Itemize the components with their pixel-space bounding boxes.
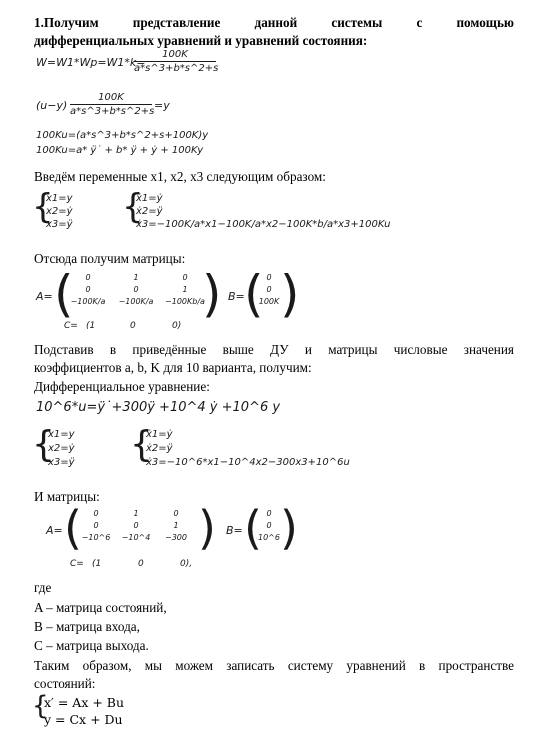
system1-right-brace: { xyxy=(122,187,144,227)
matA2-right-paren: ) xyxy=(198,501,216,555)
matC2-label: C= xyxy=(70,559,84,569)
sys1-right-line-2: ẋ2=ÿ xyxy=(136,206,163,217)
subst-line-2: коэффициентов a, b, K для 10 варианта, получим: xyxy=(34,360,312,375)
eq1-numerator: 100K xyxy=(162,49,188,60)
system1-right xyxy=(136,192,391,231)
eq2-denominator: a*s^3+b*s^2+s xyxy=(70,106,155,117)
matA1-r1c1: 0 xyxy=(85,273,91,282)
where-label: где xyxy=(34,580,52,595)
matB2-right-paren: ) xyxy=(280,501,298,555)
eq4: 100Ku=a* ÿ˙ + b* ÿ + ẏ + 100Ky xyxy=(36,145,204,156)
sys2-left-line-1: x1=y xyxy=(48,429,75,440)
matA1-r1c2: 1 xyxy=(133,273,139,282)
matC2-v2: 0 xyxy=(138,559,144,569)
system2-right-brace: { xyxy=(130,424,153,465)
matA1-r2c3: 1 xyxy=(182,285,188,294)
matB2-label: B= xyxy=(226,524,243,537)
matA1-r3c3: −100Kb/a xyxy=(165,297,205,306)
sys2-left-line-3: x3=ÿ xyxy=(48,457,75,468)
sys2-right-line-1: ẋ1=ẏ xyxy=(146,429,173,440)
matB1-r1: 0 xyxy=(266,273,272,282)
sys2-right-line-3: ẋ3=−10^6*x1−10^4x2−300x3+10^6u xyxy=(146,457,350,468)
eq1-fraction-bar xyxy=(134,61,216,62)
sys1-left-line-2: x2=ẏ xyxy=(46,206,73,217)
diff-eq-label: Дифференциальное уравнение: xyxy=(34,379,210,394)
matA1-r1c3: 0 xyxy=(182,273,188,282)
matA1-r3c1: −100K/a xyxy=(70,297,106,306)
diff-eq: 10^6*u=ÿ˙+300ÿ +10^4 ẏ +10^6 y xyxy=(36,400,281,415)
and-matrices-label: И матрицы: xyxy=(34,489,100,504)
heading-line-2: дифференциальных уравнений и уравнений состояния: xyxy=(34,33,368,48)
matC2-v1: (1 xyxy=(92,559,102,569)
sys1-right-line-1: ẋ1=ẏ xyxy=(136,193,163,204)
def-C: C – матрица выхода. xyxy=(34,638,149,653)
matA1-label: A= xyxy=(36,290,53,303)
def-B: B – матрица входа, xyxy=(34,619,140,634)
system1-left-brace: { xyxy=(32,187,54,227)
matB2-r2: 0 xyxy=(266,521,272,530)
eq3: 100Ku=(a*s^3+b*s^2+s+100K)y xyxy=(36,130,209,141)
matA2-r3c3: −300 xyxy=(165,533,187,542)
system2-right xyxy=(146,428,350,470)
matB2-r3: 10^6 xyxy=(258,533,280,542)
def-A: A – матрица состояний, xyxy=(34,600,167,615)
sys1-left-line-3: x3=ÿ xyxy=(46,219,73,230)
matB1-label: B= xyxy=(228,290,245,303)
sys2-left-line-2: x2=ẏ xyxy=(48,443,75,454)
matB2-left-paren: ( xyxy=(244,501,262,555)
final-line-2: состояний: xyxy=(34,676,96,691)
sys2-right-line-2: ẋ2=ÿ xyxy=(146,443,173,454)
state-eq-brace: { xyxy=(32,691,49,721)
matA2-r2c1: 0 xyxy=(93,521,99,530)
matA2-cells xyxy=(76,509,206,549)
eq2-fraction xyxy=(70,92,155,117)
matA1-right-paren: ) xyxy=(202,265,222,323)
subst-line-1: Подставив в приведённые выше ДУ и матрицы числовые значения xyxy=(34,342,514,357)
eq1-fraction xyxy=(134,49,219,74)
matB1-right-paren: ) xyxy=(280,265,300,323)
state-eq-1: x′ = Ax + Bu xyxy=(44,695,125,710)
matA2-label: A= xyxy=(46,524,63,537)
matB2-r1: 0 xyxy=(266,509,272,518)
matB1-r3: 100K xyxy=(258,297,280,306)
matA1-r2c1: 0 xyxy=(85,285,91,294)
eq1-denominator: a*s^3+b*s^2+s xyxy=(134,63,219,74)
matC1-v3: 0) xyxy=(172,321,182,331)
matC1-v1: (1 xyxy=(86,321,96,331)
eq2-left: (u−y) xyxy=(36,99,68,112)
state-eq-2: y = Cx + Du xyxy=(44,712,123,727)
matA1-r2c2: 0 xyxy=(133,285,139,294)
matrices-label: Отсюда получим матрицы: xyxy=(34,251,186,266)
sys1-left-line-1: x1=y xyxy=(46,193,73,204)
intro-vars-text: Введём переменные x1, x2, x3 следующим образом: xyxy=(34,169,326,184)
matC2-v3: 0), xyxy=(180,559,193,569)
eq2-fraction-bar xyxy=(70,104,152,105)
matA2-r1c2: 1 xyxy=(133,509,139,518)
eq1-left: W=W1*Wp=W1*k= xyxy=(36,56,146,69)
matB1-r2: 0 xyxy=(266,285,272,294)
matA2-r3c2: −10^4 xyxy=(121,533,151,542)
system2-left-brace: { xyxy=(32,424,55,465)
matC1-label: C= xyxy=(64,321,78,331)
matA2-r2c3: 1 xyxy=(173,521,179,530)
matA2-r2c2: 0 xyxy=(133,521,139,530)
final-line-1: Таким образом, мы можем записать систему уравнений в пространстве xyxy=(34,658,514,673)
matA1-cells xyxy=(64,273,214,313)
eq2-numerator: 100K xyxy=(98,92,124,103)
system2-left xyxy=(48,428,75,470)
matA2-r3c1: −10^6 xyxy=(81,533,111,542)
matA1-r3c2: −100K/a xyxy=(118,297,154,306)
matC1-v2: 0 xyxy=(130,321,136,331)
matA1-left-paren: ( xyxy=(54,265,74,323)
matB1-left-paren: ( xyxy=(244,265,264,323)
system1-left xyxy=(46,192,73,231)
matA2-r1c1: 0 xyxy=(93,509,99,518)
eq2-right: =y xyxy=(154,99,170,112)
heading-line-1: 1.Получим представление данной системы с помощью xyxy=(34,15,514,30)
sys1-right-line-3: ẋ3=−100K/a*x1−100K/a*x2−100K*b/a*x3+100Ku xyxy=(136,219,391,230)
matA2-r1c3: 0 xyxy=(173,509,179,518)
matA2-left-paren: ( xyxy=(64,501,82,555)
